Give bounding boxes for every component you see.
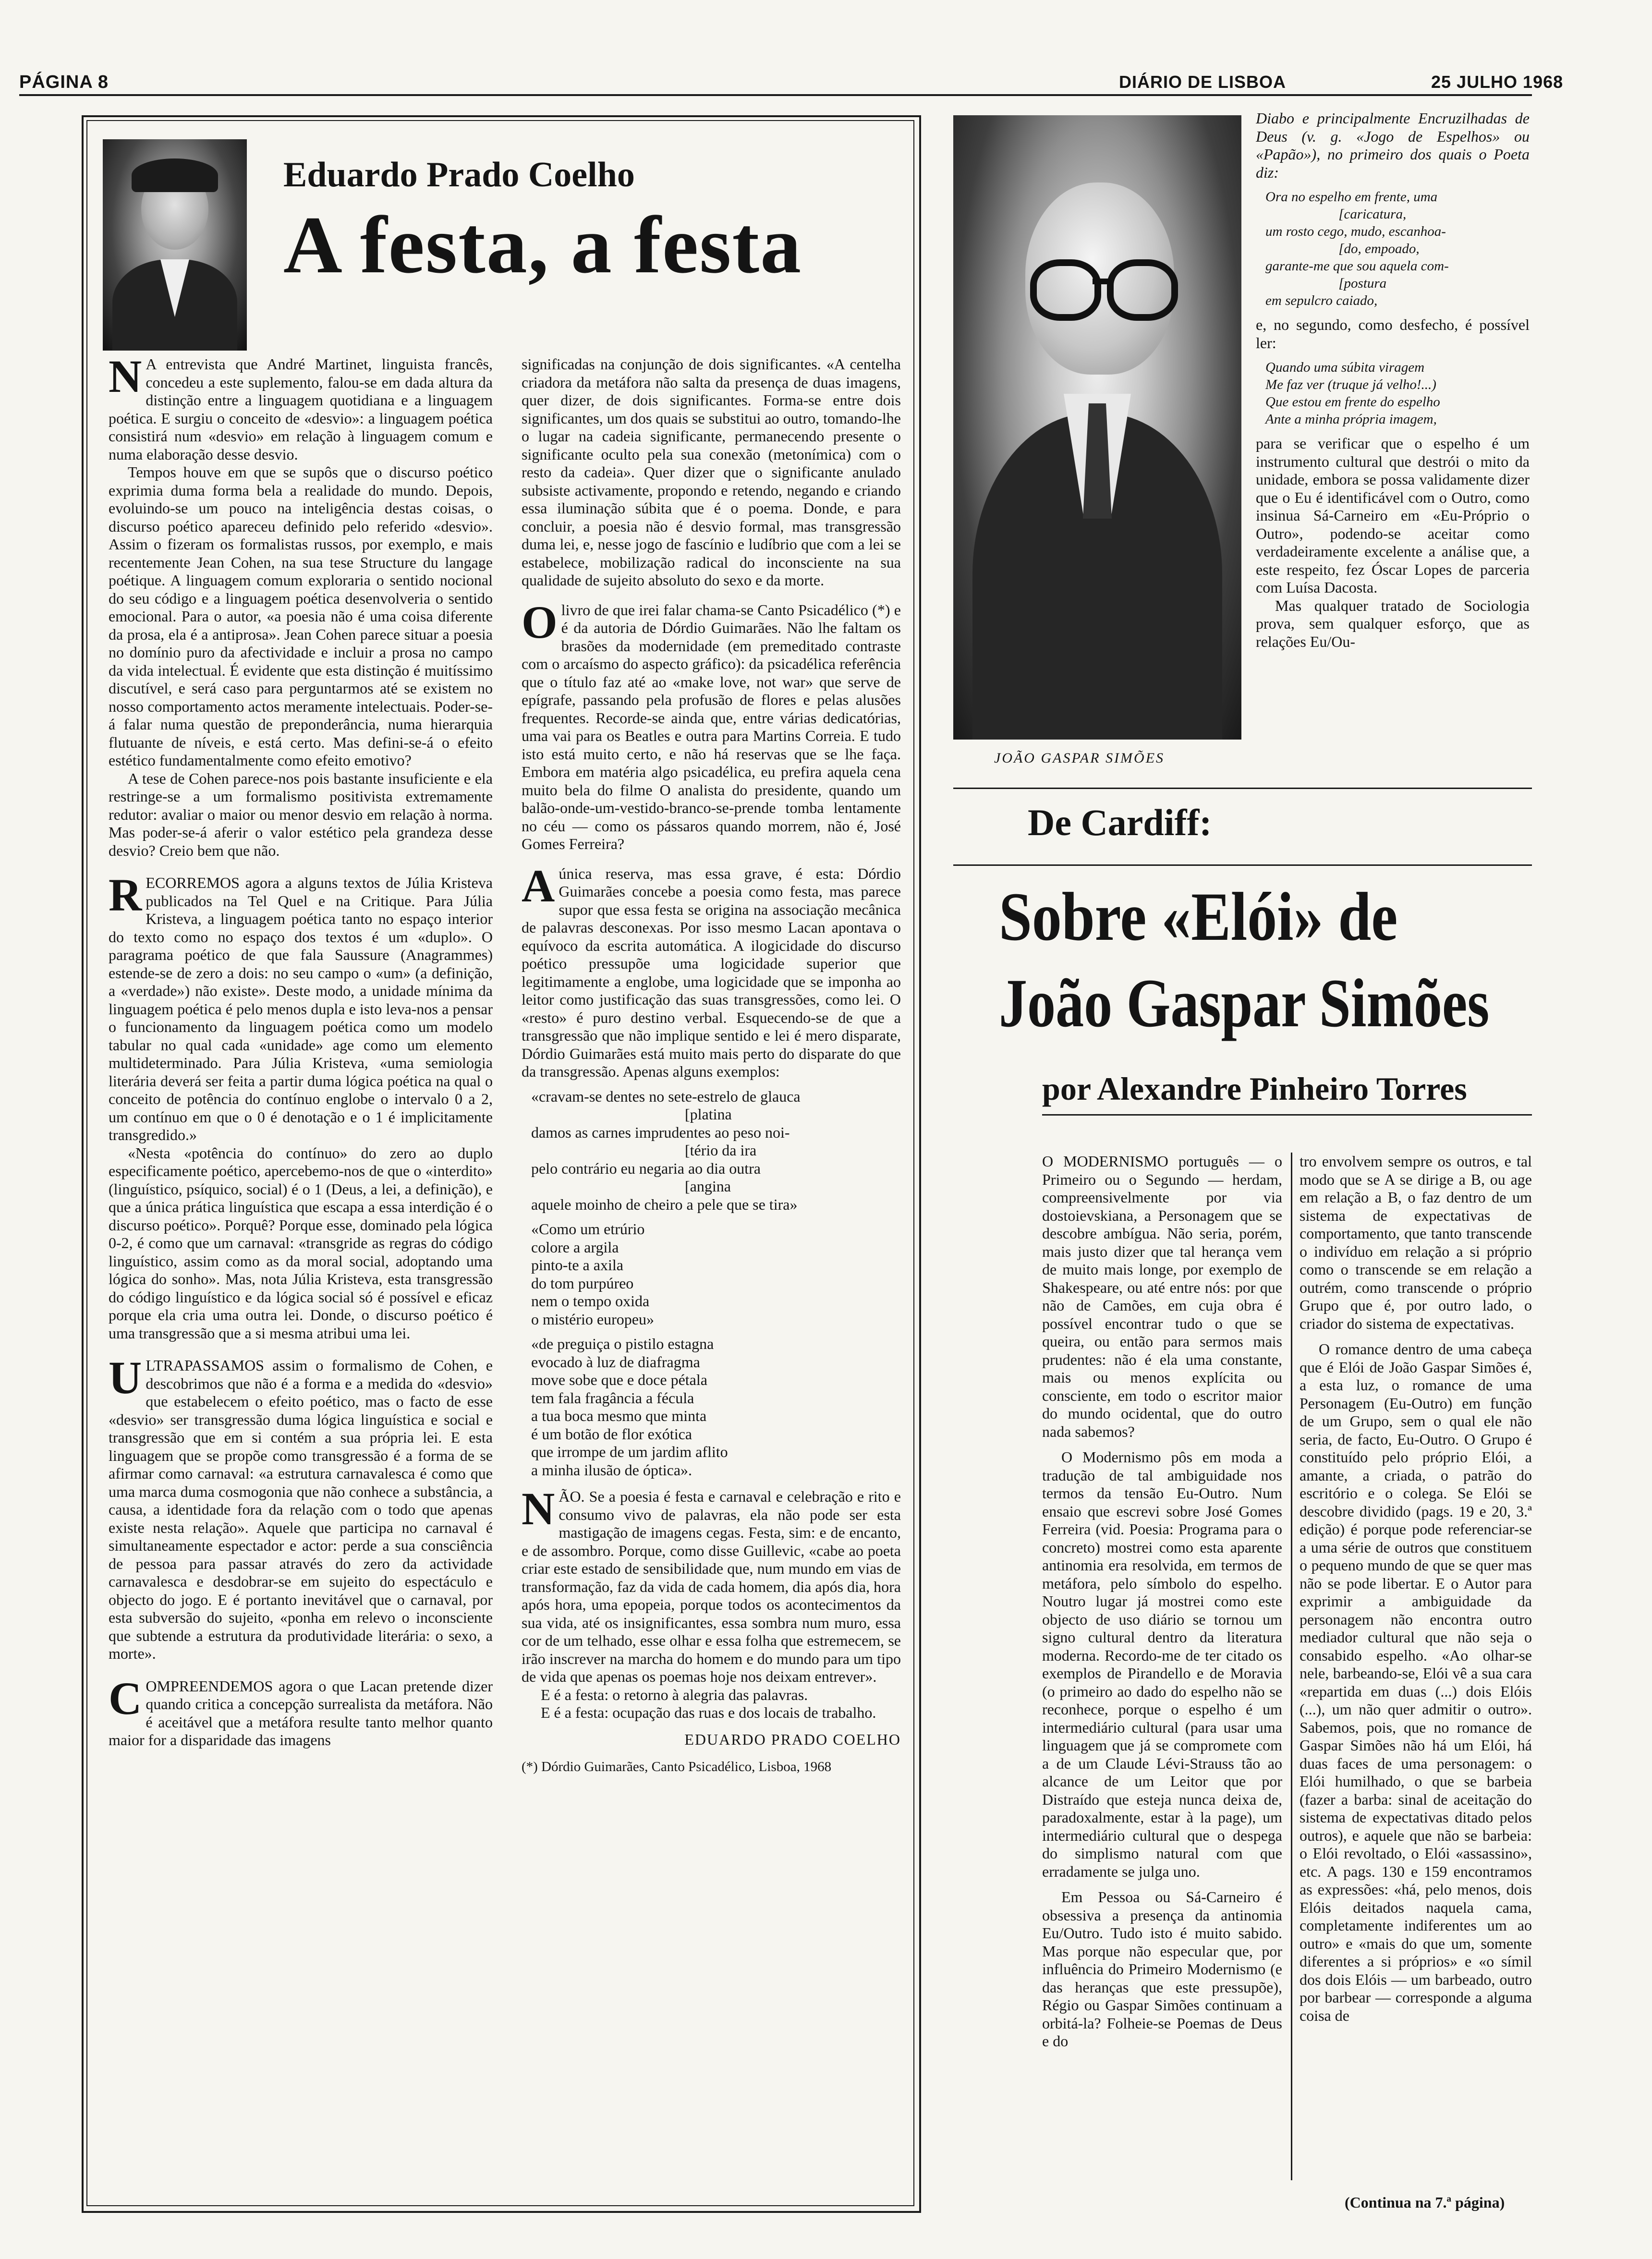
paragraph: Aúnica reserva, mas essa grave, é esta: Dórdio Guimarães concebe a poesia como festa, mas parece supor que essa festa se origina na associação mecânica de palavras desconexas. Por isso mesmo Lacan apontava o equívoco da escrita automática. A ilogicidade do discurso poético pressupõe uma logicidade superior que legitimamente a englobe, uma logicidade que se imponha ao leitor como justificação das suas transgressões, como lei. O «resto» é puro destino verbal. Esquecendo-se de que a transgressão que não implique sentido e lei é mero disparate, Dórdio Guimarães está muito mais perto do disparate do que da transgressão. Apenas alguns exemplos: [522,860,901,1080]
paragraph: O romance dentro de uma cabeça que é Elói de João Gaspar Simões é, a esta luz, o romance de uma Personagem (Eu-Outro) em função de um Grupo, sem o qual ele não seria, de facto, Eu-Outro. O Grupo é constituído pelo próprio Elói, a amante, a criada, o patrão do escritório e o colega. Se Elói se descobre dividido (pags. 19 e 20, 3.ª edição) é porque pode referenciar-se a uma série de outros que constituem o pequeno mundo de que se quer mas não se pode libertar. E o Autor para exprimir a ambiguidade da personagem não encontra outro mediador cultural que não seja o consabido espelho. «Ao olhar-se nele, barbeando-se, Elói vê a sua cara «repartida em duas (...) dois Elóis (...), um não quer admitir o outro». Sabemos, pois, que no romance de Gaspar Simões não há um Elói, há duas faces de uma personagem: o Elói humilhado, o que se barbeia (fazer a barba: sinal de aceitação do sistema de expectativas ditado pelos outros), e aquele que não se barbeia: o Elói revoltado, o Elói «assassino», etc. A pags. 130 e 159 encontramos as expressões: «há, pelo menos, dois Elóis deitados naquela cama, completamente indiferentes um ao outro» e «mais do que um, somente diferentes a si próprios» e «o símil dos dois Elóis — um barbeado, outro por barbear — corresponde a alguma coisa de [1300,1340,1532,2024]
continued-note: (Continua na 7.ª página) [1345,2194,1505,2211]
kicker-rule [953,864,1532,866]
paragraph: «Nesta «potência do contínuo» do zero ao duplo especificamente poético, apercebemo-nos de que o «interdito» (linguístico, psíquico, social) é o 1 (Deus, a lei, a definição), e que a única prática linguística que escapa a essa interdição é o discurso poético». Porquê? Porque esse, dominado pela lógica 0-2, é como que um carnaval: «transgride as regras do código linguístico, assim como as da moral social, adoptando uma lógica do sonho». Mas, nota Júlia Kristeva, esta transgressão do código linguístico e da lógica social só é possível e eficaz porque ela cria uma outra lei. Donde, o discurso poético é uma transgressão que a si mesma atribui uma lei. [109,1144,493,1342]
paragraph: e, no segundo, como desfecho, é possível ler: [1256,316,1530,352]
article-title: A festa, a festa [283,200,802,290]
paragraph: O MODERNISMO português — o Primeiro ou o Segundo — herdam, compreensivelmente por via dostoievskiana, a Personagem que se descobre ambígua. Não seria, porém, mais justo dizer que tal herança vem de muito mais longe, por exemplo de Shakespeare, ou até entre nós: por que não de Camões, em cuja obra é possível encontrar tudo o que se queira, ou então para sermos mais prudentes: não é ela uma constante, mais ou menos explícita ou consciente, em todo o escritor maior do mundo ocidental, que do outro nada sabemos? [1042,1153,1282,1440]
masthead-rule [19,94,1532,96]
paragraph: tro envolvem sempre os outros, e tal modo que se A se dirige a B, ou age em relação a B, o faz dentro de um sistema de expectativas de comportamento, que tanto transcende o indivíduo em relação a si próprio como o transcende se em relação a outrém, como transcende o próprio Grupo que é, por outro lado, o criador do sistema de expectativas. [1300,1153,1532,1332]
article-author: Eduardo Prado Coelho [283,155,635,194]
poem-quote: «cravam-se dentes no sete-estrelo de glauca [platina damos as carnes imprudentes ao peso noi- [tério da ira pelo contrário eu negaria ao dia outra [angina aquele moinho de cheiro a pele que se tira» [531,1087,801,1213]
section-rule [953,788,1532,789]
paragraph: E é a festa: ocupação das ruas e dos locais de trabalho. [541,1704,876,1721]
review-column-1 [1042,1153,1282,2209]
paragraph: Olivro de que irei falar chama-se Canto Psicadélico (*) e é da autoria de Dórdio Guimarães. Não lhe faltam os brasões da modernidade (em premeditado contraste com o arcaísmo do aspecto gráfico): da psicadélica referência que o título faz até ao «make love, not war» que serve de epígrafe, passando pela profusão de flores e pelas alusões frequentes. Recorde-se ainda que, entre várias dedicatórias, uma vai para os Beatles e outra para Martins Correia. E tudo isto está muito certo, e não há reservas que se lhe faça. Embora em matéria algo psicadélica, eu prefira aquela cena muito bela do filme O analista do presidente, quando um balão-onde-um-vestido-branco-se-prende tomba lentamente no céu — como os pássaros quando morrem, não é, José Gomes Ferreira? [522,596,901,852]
photo-caption: JOÃO GASPAR SIMÕES [994,750,1165,766]
review-headline-line-1: Sobre «Elói» de [999,879,1398,955]
paragraph: ULTRAPASSAMOS assim o formalismo de Cohen, e descobrimos que não é a forma e a medida do «desvio» que estabelecem o efeito poético, mas o facto de esse «desvio» ser transgressão duma lógica linguística e social e transgressão que em si contém a sua própria lei. E esta linguagem que se propõe como transgressão é a forma de se afirmar como carnaval: «a estrutura carnavalesca é como que uma marca duma cosmogonia que não conhece a substância, a causa, a identidade fora da relação com o todo que apenas existe nesta relação». Aquele que participa no carnaval é simultaneamente espectador e actor: perde a sua consciência de pessoa para passar através do zero da actividade carnavalesca e desdobrar-se em sujeito do espectáculo e objecto do jogo. E é portanto inevitável que o carnaval, por esta subversão do sujeito, «ponha em relevo o inconsciente que subtende a estrutura da produtividade literária: o sexo, a morte». [109,1352,493,1662]
article-signature: EDUARDO PRADO COELHO [684,1730,901,1748]
column-divider [1291,1153,1292,2180]
section-kicker: De Cardiff: [1028,802,1212,843]
paragraph: NA entrevista que André Martinet, linguista francês, concedeu a este suplemento, falou-se em dada altura da distinção entre a linguagem quotidiana e a linguagem poética. E surgiu o conceito de «desvio»: a linguagem poética consistirá num «desvio» em relação à linguagem comum e numa elaboração desse desvio. [109,355,493,463]
paragraph: COMPREENDEMOS agora o que Lacan pretende dizer quando critica a concepção surrealista da metáfora. Não é aceitável que a metáfora resulte tanto melhor quanto maior for a disparidade das imagens [109,1672,493,1749]
paragraph: NÃO. Se a poesia é festa e carnaval e celebração e rito e consumo vivo de palavras, ela não pode ser esta mastigação de imagens cegas. Festa, sim: e de encanto, e de assombro. Porque, como disse Guillevic, «cabe ao poeta criar este estado de sensibilidade que, num mundo em vias de transformação, faz da vida de cada homem, dia após dia, hora após hora, uma epopeia, porque todos os acontecimentos da sua vida, até os insignificantes, essa sombra num muro, essa cor de um telhado, esse olhar e essa folha que estremecem, se irão inscrever na marcha do homem e do mundo para um tipo de vida que apenas os poemas hoje nos deixam entrever». [522,1483,901,1685]
subject-photo [953,115,1241,740]
newspaper-name: DIÁRIO DE LISBOA [1119,72,1287,92]
footnote: (*) Dórdio Guimarães, Canto Psicadélico, Lisboa, 1968 [522,1759,832,1774]
paragraph: E é a festa: o retorno à alegria das palavras. [541,1686,808,1703]
poem-quote: Quando uma súbita viragem Me faz ver (truque já velho!...) Que estou em frente do espelho Ante a minha própria imagem, [1265,360,1440,427]
byline-rule [1042,1114,1532,1116]
paragraph: Em Pessoa ou Sá-Carneiro é obsessiva a presença da antinomia Eu/Outro. Tudo isto é muito sabido. Mas porque não especular que, por influência do Primeiro Modernismo (e das heranças que este pressupõe), Régio ou Gaspar Simões continuam a orbitá-la? Folheie-se Poemas de Deus e do [1042,1888,1282,2050]
review-column-2 [1300,1153,1532,2190]
issue-date: 25 JULHO 1968 [1431,72,1564,92]
paragraph: Mas qualquer tratado de Sociologia prova, sem qualquer esforço, que as relações Eu/Ou- [1256,596,1530,650]
paragraph: A tese de Cohen parece-nos pois bastante insuficiente e ela restringe-se a um formalismo positivista extremamente redutor: avaliar o maior ou menor desvio em relação à norma. Mas poder-se-á aferir o valor estético pela grandeza desse desvio? Creio bem que não. [109,769,493,859]
poem-quote: «Como um etrúrio colore a argila pinto-te a axila do tom purpúreo nem o tempo oxida o mistério europeu» [531,1220,654,1328]
paragraph: O Modernismo pôs em moda a tradução de tal ambiguidade nos termos da tensão Eu-Outro. Num ensaio que escrevi sobre José Gomes Ferreira (vid. Poesia: Programa para o concreto) mostrei como esta aparente antinomia era resolvida, em termos de metáfora, pelo símbolo do espelho. Noutro lugar já mostrei como este objecto de uso diário se tornou um signo cultural dentro da literatura moderna. Recordo-me de ter citado os exemplos de Pirandello e de Moravia (o primeiro ao dado do espelho não se reconhece, porque o espelho é um intermediário cultural (para usar uma linguagem que já se compromete com a de um Claude Lévi-Strauss tão ao alcance de um Leitor que por Distraído que esteja nunca deixa de, paradoxalmente, estar à la page), um intermediário cultural que o despega do simplismo natural com que erradamente se julga uno. [1042,1448,1282,1880]
poem-quote: «de preguiça o pistilo estagna evocado à luz de diafragma move sobe que e doce pétala tem fala fragância a fécula a tua boca mesmo que minta é um botão de flor exótica que irrompe de um jardim aflito a minha ilusão de óptica». [531,1335,728,1479]
paragraph: Tempos houve em que se supôs que o discurso poético exprimia duma forma bela a realidade do mundo. Depois, evoluindo-se um pouco na inteligência destas coisas, o discurso poético apareceu definido pelo referido «desvio». Assim o fizeram os formalistas russos, por exemplo, e mais recentemente Jean Cohen, na sua tese Structure du langage poétique. A linguagem comum exploraria o sentido nocional do seu código e a linguagem poética desenvolveria o sentido emocional. Para o autor, «a poesia não é uma coisa diferente da prosa, ela é a antiprosa». Jean Cohen parece situar a poesia no domínio puro da afectividade e incluir a prosa no campo da vida intelectual. É evidente que esta distinção é muitíssimo discutível, e será caso para perguntarmos até se existem no nosso comportamento actos meramente intelectuais. Poder-se-á falar numa questão de preponderância, numa hierarquia flutuante de níveis, e está certo. Mas defini-se-á o efeito estético fundamentalmente como efeito emotivo? [109,463,493,769]
article-column-1 [109,355,493,2180]
author-portrait [103,139,247,351]
top-right-column [1256,109,1530,777]
paragraph: para se verificar que o espelho é um instrumento cultural que destrói o mito da unidade, embora se possa validamente dizer que o Eu é identificável com o Outro, como insinua Sá-Carneiro em «Eu-Próprio o Outro», podendo-se aceitar como verdadeiramente excelente a análise que, a este respeito, fez Óscar Lopes de parceria com Luísa Dacosta. [1256,435,1530,596]
paragraph: RECORREMOS agora a alguns textos de Júlia Kristeva publicados na Tel Quel e na Critique. Para Júlia Kristeva, a linguagem poética tanto no espaço interior do texto como no espaço dos textos é um «duplo». O paragrama poético de que fala Saussure (Anagrammes) estende-se de zero a dois: no seu campo o «um» (a definição, a «verdade») não existe». Deste modo, a unidade mínima da linguagem poética é pelo menos dupla e isto leva-nos a pensar o funcionamento da linguagem poética como um modelo tabular no qual cada «unidade» age como um elemento multideterminado. Para Júlia Kristeva, «uma semiologia literária deverá ser feita a partir duma lógica poética na qual o conceito de potência do contínuo englobe o intervalo 0 a 2, um contínuo em que o 0 é denotação e o 1 é implicitamente transgredido.» [109,869,493,1143]
paragraph: Diabo e principalmente Encruzilhadas de Deus (v. g. «Jogo de Espelhos» ou «Papão»), no primeiro dos quais o Poeta diz: [1256,109,1530,181]
page-number: PÁGINA 8 [19,72,109,92]
review-byline: por Alexandre Pinheiro Torres [1042,1070,1467,1107]
paragraph: significadas na conjunção de dois significantes. «A centelha criadora da metáfora não salta da presença de duas imagens, quer dizer, de dois significantes. Forma-se entre dois significantes, um dos quais se substitui ao outro, tomando-lhe o lugar na cadeia significante, permanecendo presente o significante oculto pela sua conexão (metonímica) com o resto da cadeia». Quer dizer que o significante anulado subsiste activamente, propondo e retendo, negando e criando essa iluminação súbita que é o poema. Donde, e para concluir, a poesia não é desvio formal, mas transgressão duma lei, e, nesse jogo de fascínio e ludíbrio que com a lei se estabelece, mobilização radical do inconsciente na sua qualidade de sujeito absoluto do sexo e da morte. [522,355,901,589]
poem-quote: Ora no espelho em frente, uma [caricatura, um rosto cego, mudo, escanhoa- [do, empoado, garante-me que sou aquela com- [postura em sepulcro caiado, [1265,189,1449,308]
review-headline-line-2: João Gaspar Simões [999,965,1490,1042]
article-column-2 [522,355,901,2180]
